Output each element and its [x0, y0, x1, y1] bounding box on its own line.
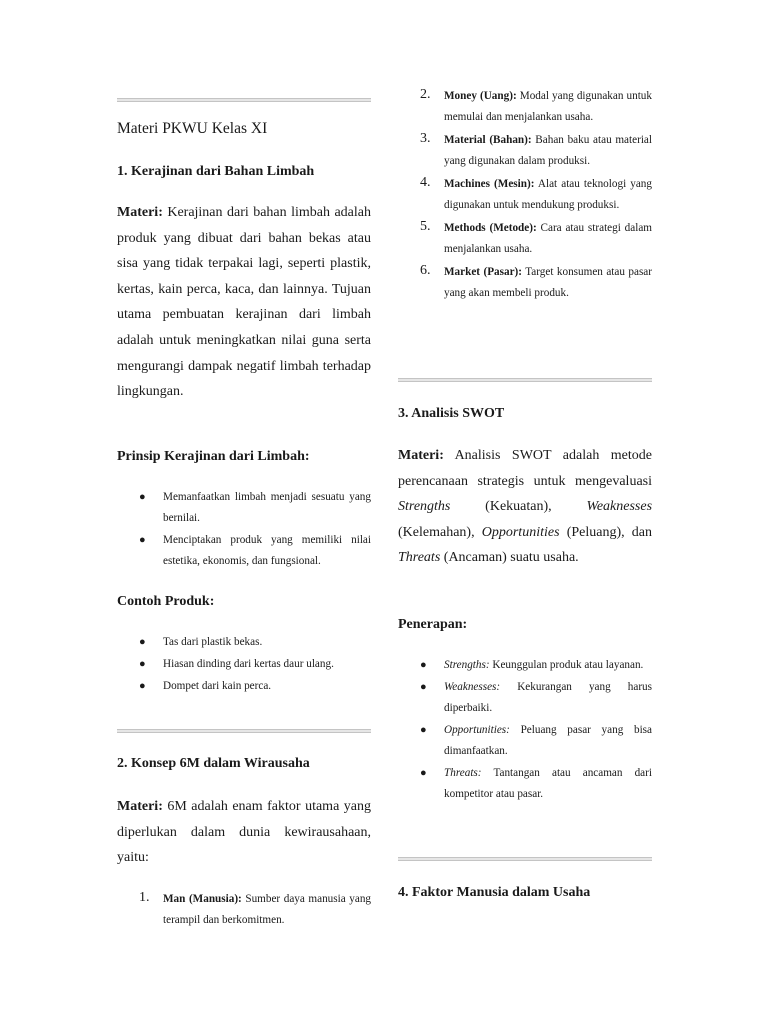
document-title: Materi PKWU Kelas XI [117, 120, 268, 137]
list-item: ● Opportunities: Peluang pasar yang bisa dimanfaatkan. [398, 720, 652, 762]
list-item: ● Menciptakan produk yang memiliki nilai estetika, ekonomis, dan fungsional. [117, 530, 371, 572]
list-item: 1. Man (Manusia): Sumber daya manusia yang terampil dan berkomitmen. [139, 890, 372, 926]
section-1-materi [117, 200, 371, 405]
materi-label: Materi: [117, 799, 163, 814]
section-divider [398, 857, 652, 861]
section-2-heading: 2. Konsep 6M dalam Wirausaha [117, 756, 310, 771]
list-item: 3. Material (Bahan): Bahan baku atau material yang digunakan dalam produksi. [420, 131, 653, 167]
bullet-icon: ● [139, 680, 146, 692]
materi-text: Kerajinan dari bahan limbah adalah produk yang dibuat dari bahan bekas atau sisa yang tidak terpakai lagi, seperti plastik, kertas, kain perca, kaca, dan lainnya. Tujuan utama pembuatan kerajinan dari limbah adalah untuk meningkatkan nilai guna serta mengurangi dampak negatif limbah terhadap lingkungan. [117, 205, 371, 400]
section-3-materi: Materi: Analisis SWOT adalah metode perencanaan strategis untuk mengevaluasi Strengths (Kekuatan), Weaknesses (Kelemahan), Opportunities (Peluang), dan Threats (Ancaman) suatu usaha. [398, 448, 653, 566]
bullet-icon: ● [139, 658, 146, 670]
bullet-icon: ● [139, 534, 146, 546]
list-item: 4. Machines (Mesin): Alat atau teknologi yang digunakan untuk mendukung produksi. [420, 175, 652, 211]
bullet-icon: ● [420, 659, 427, 671]
bullet-icon: ● [139, 491, 146, 503]
list-item: 2. Money (Uang): Modal yang digunakan untuk memulai dan menjalankan usaha. [420, 87, 652, 123]
materi-label: Materi: [117, 205, 163, 220]
bullet-icon: ● [420, 681, 427, 693]
prinsip-heading: Prinsip Kerajinan dari Limbah: [117, 449, 310, 464]
section-2-materi [117, 794, 371, 871]
penerapan-heading: Penerapan: [398, 617, 468, 632]
bullet-icon: ● [139, 636, 146, 648]
list-item: ● Hiasan dinding dari kertas daur ulang. [117, 654, 371, 675]
section-4-heading: 4. Faktor Manusia dalam Usaha [398, 885, 591, 900]
contoh-list [117, 632, 371, 698]
list-item: ● Strengths: Keunggulan produk atau layanan. [398, 655, 652, 676]
list-item: 5. Methods (Metode): Cara atau strategi dalam menjalankan usaha. [420, 219, 653, 255]
list-item: ● Threats: Tantangan atau ancaman dari kompetitor atau pasar. [398, 763, 652, 805]
bullet-icon: ● [420, 767, 427, 779]
list-item: ● Dompet dari kain perca. [117, 676, 371, 697]
list-item: ● Weaknesses: Kekurangan yang harus diperbaiki. [398, 677, 652, 719]
penerapan-list [398, 655, 652, 806]
bullet-icon: ● [420, 724, 427, 736]
list-item: ● Memanfaatkan limbah menjadi sesuatu yang bernilai. [117, 487, 371, 529]
section-3-heading: 3. Analisis SWOT [398, 406, 505, 421]
materi-text: 6M adalah enam faktor utama yang diperlukan dalam dunia kewirausahaan, yaitu: [117, 799, 371, 866]
materi-label: Materi: [398, 448, 444, 463]
list-item: ● Tas dari plastik bekas. [117, 632, 371, 653]
six-m-list-start [117, 889, 371, 933]
section-1-heading: 1. Kerajinan dari Bahan Limbah [117, 164, 315, 179]
six-m-list-continued [398, 86, 652, 306]
section-divider [117, 98, 371, 102]
section-divider [117, 729, 371, 733]
contoh-heading: Contoh Produk: [117, 594, 215, 609]
list-item: 6. Market (Pasar): Target konsumen atau pasar yang akan membeli produk. [420, 263, 652, 299]
section-divider [398, 378, 652, 382]
prinsip-list [117, 487, 371, 573]
